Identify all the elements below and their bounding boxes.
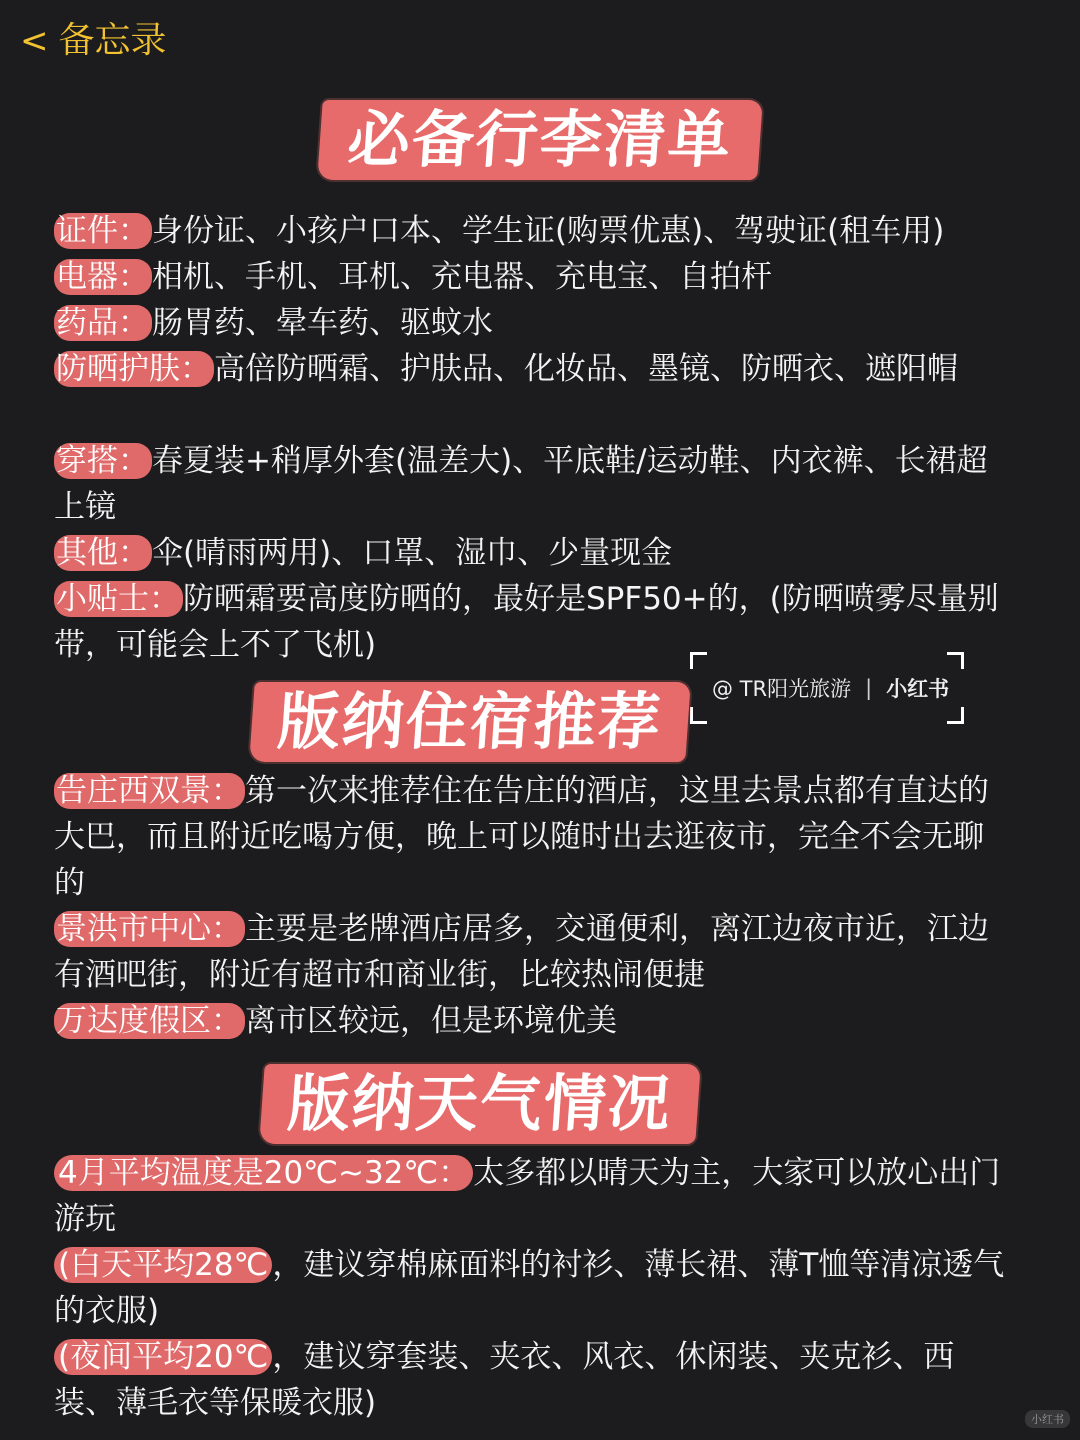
tip-text: 防晒霜要高度防晒的，最好是SPF50+的，(防晒喷雾尽量别带，可能会上不了飞机): [54, 581, 999, 663]
packing-title-text: 必备行李清单: [317, 100, 763, 180]
weather-average-item: [54, 1150, 1014, 1242]
id-tag: 证件：: [54, 213, 152, 249]
medicine-tag: 药品：: [54, 305, 152, 341]
sunscreen-text: 高倍防晒霜、护肤品、化妆品、墨镜、防晒衣、遮阳帽: [214, 351, 958, 387]
tip-tag: 小贴士：: [54, 581, 183, 617]
electronics-tag: 电器：: [54, 259, 152, 295]
outfit-tag: 穿搭：: [54, 443, 152, 479]
lodging-section-title: [0, 682, 1010, 762]
wanda-tag: 万达度假区：: [54, 1003, 245, 1039]
watermark-corner: [947, 652, 964, 669]
other-text: 伞(晴雨两用)、口罩、湿巾、少量现金: [152, 535, 673, 571]
packing-medicine-item: [54, 300, 1014, 346]
packing-section-title: [0, 100, 1080, 180]
back-label: 备忘录: [58, 20, 167, 61]
lodging-wanda-item: [54, 998, 1014, 1044]
other-tag: 其他：: [54, 535, 152, 571]
lodging-gaozhuang-item: [54, 768, 1014, 906]
sunscreen-tag: 防晒护肤：: [54, 351, 214, 387]
night-temp-tag: (夜间平均20℃: [54, 1339, 272, 1375]
wanda-text: 离市区较远，但是环境优美: [245, 1003, 617, 1039]
corner-logo: 小红书: [1025, 1410, 1070, 1428]
night-temp-text: ，建议穿套装、夹衣、风衣、休闲装、夹克衫、西装、薄毛衣等保暖衣服): [54, 1339, 955, 1421]
day-temp-text: ，建议穿棉麻面料的衬衫、薄长裙、薄T恤等清凉透气的衣服): [54, 1247, 1005, 1329]
packing-id-item: [54, 208, 1014, 254]
chevron-left-icon: <: [20, 21, 49, 61]
gaozhuang-tag: 告庄西双景：: [54, 773, 245, 809]
medicine-text: 肠胃药、晕车药、驱蚊水: [152, 305, 493, 341]
jinghong-tag: 景洪市中心：: [54, 911, 245, 947]
watermark-author: @ TR阳光旅游: [712, 677, 852, 701]
gaozhuang-text: 第一次来推荐住在告庄的酒店，这里去景点都有直达的大巴，而且附近吃喝方便，晚上可以随时出去逛夜市，完全不会无聊的: [54, 773, 989, 901]
id-text: 身份证、小孩户口本、学生证(购票优惠)、驾驶证(租车用): [152, 213, 945, 249]
weather-section-title: [0, 1064, 1020, 1144]
weather-night-item: [54, 1334, 1014, 1426]
packing-sunscreen-item: [54, 346, 1014, 392]
lodging-title-text: 版纳住宿推荐: [249, 682, 691, 762]
packing-electronics-item: [54, 254, 1014, 300]
packing-outfit-item: [54, 438, 1014, 530]
back-button[interactable]: [20, 18, 167, 64]
watermark-separator: |: [865, 676, 873, 700]
outfit-text: 春夏装+稍厚外套(温差大)、平底鞋/运动鞋、内衣裤、长裙超上镜: [54, 443, 988, 525]
weather-title-text: 版纳天气情况: [259, 1064, 701, 1144]
electronics-text: 相机、手机、耳机、充电器、充电宝、自拍杆: [152, 259, 772, 295]
watermark-corner: [690, 652, 707, 669]
lodging-jinghong-item: [54, 906, 1014, 998]
weather-day-item: [54, 1242, 1014, 1334]
jinghong-text: 主要是老牌酒店居多，交通便利，离江边夜市近，江边有酒吧街，附近有超市和商业街，比较热闹便捷: [54, 911, 989, 993]
average-temp-text: 太多都以晴天为主，大家可以放心出门游玩: [54, 1155, 1001, 1237]
average-temp-tag: 4月平均温度是20℃~32℃：: [54, 1155, 473, 1191]
day-temp-tag: (白天平均28℃: [54, 1247, 272, 1283]
packing-other-item: [54, 530, 1014, 576]
watermark-brand: 小红书: [886, 677, 950, 701]
